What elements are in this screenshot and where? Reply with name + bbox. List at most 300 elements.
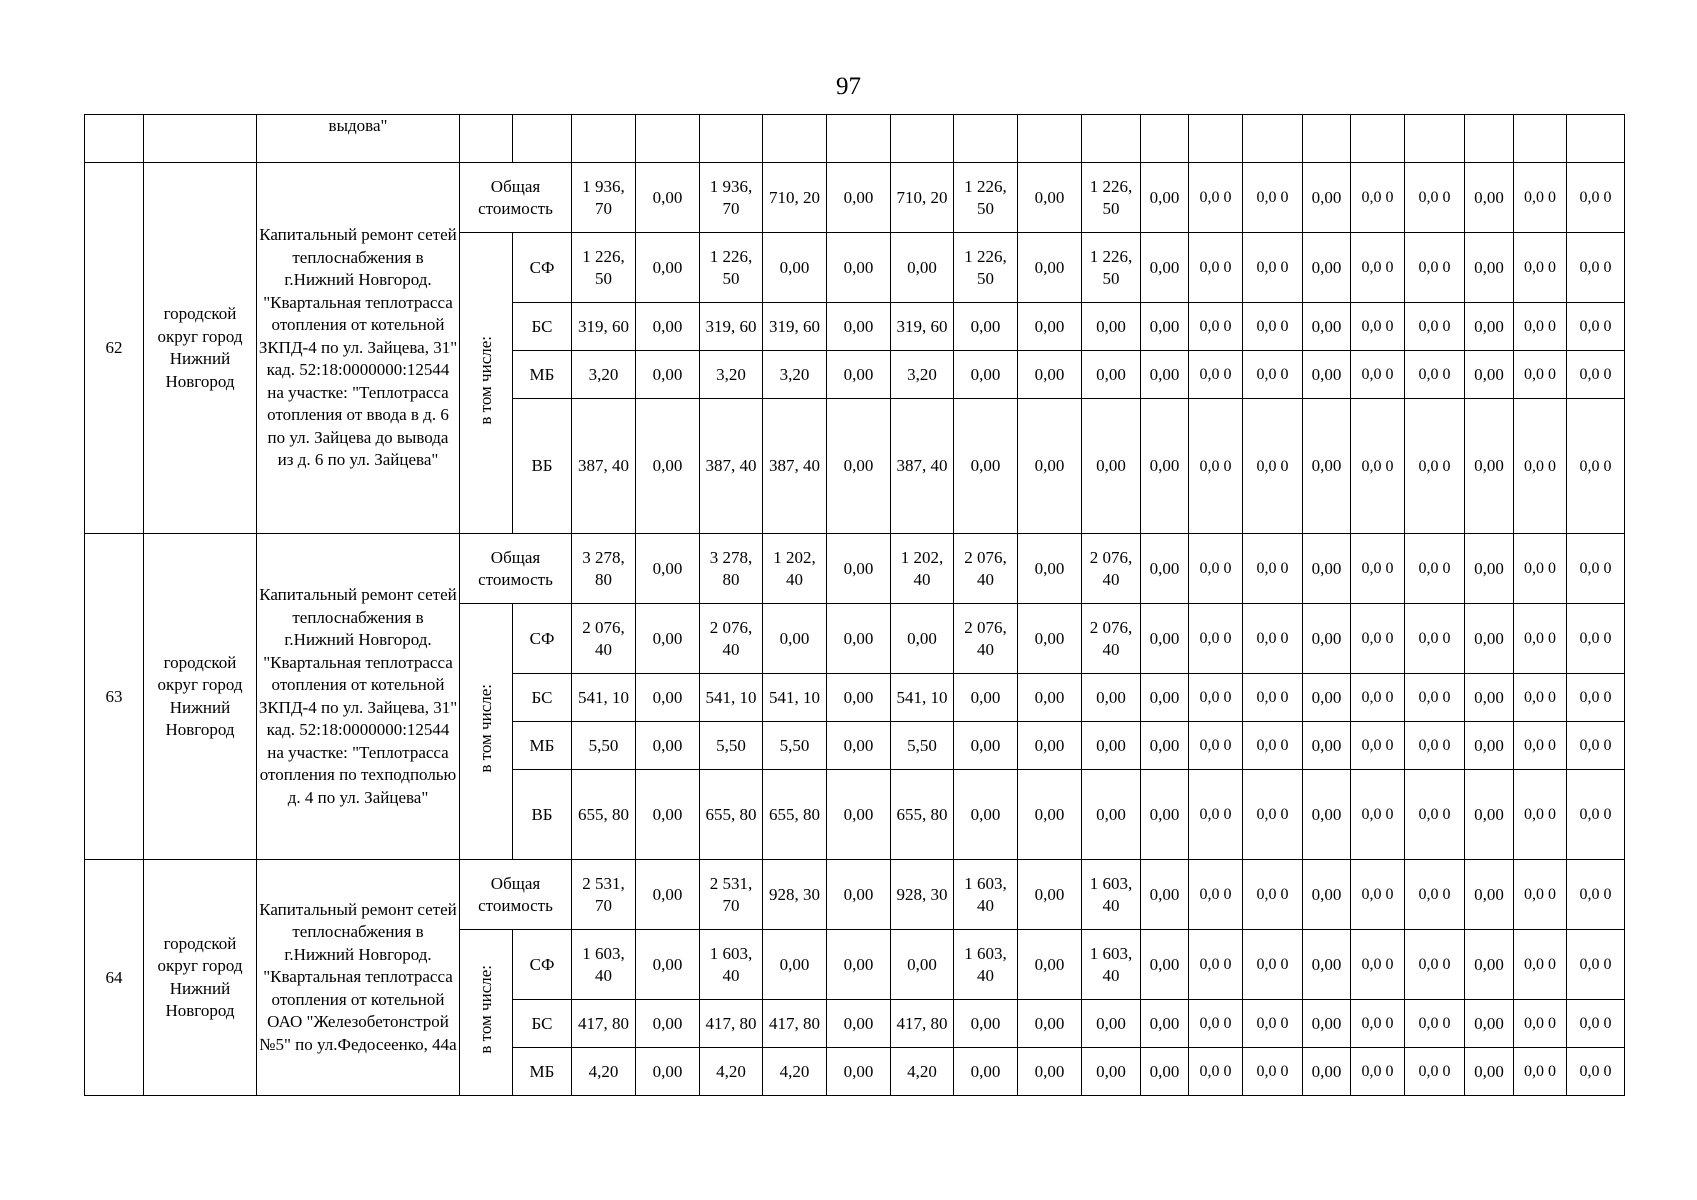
value-cell: 0,0 0 [1243, 534, 1303, 604]
value-cell: 0,0 0 [1567, 163, 1625, 233]
value-cell: 0,00 [1465, 534, 1514, 604]
value-cell: 0,00 [636, 163, 700, 233]
value-cell: 0,00 [1303, 770, 1351, 860]
value-cell: 387, 40 [572, 399, 636, 534]
value-cell: 0,0 0 [1405, 351, 1465, 399]
value-cell: 2 076, 40 [572, 604, 636, 674]
value-cell: 0,0 0 [1514, 1000, 1567, 1048]
source-label: ВБ [513, 770, 572, 860]
value-cell: 0,00 [1303, 233, 1351, 303]
value-cell: 0,00 [636, 604, 700, 674]
value-cell: 0,00 [1018, 303, 1082, 351]
value-cell: 0,00 [636, 930, 700, 1000]
value-cell: 0,0 0 [1351, 674, 1405, 722]
value-cell: 0,0 0 [1567, 351, 1625, 399]
value-cell: 0,00 [1303, 303, 1351, 351]
value-cell: 0,00 [1141, 233, 1189, 303]
value-cell: 1 936, 70 [572, 163, 636, 233]
value-cell: 0,0 0 [1243, 1048, 1303, 1096]
value-cell: 0,0 0 [1189, 534, 1243, 604]
value-cell: 0,0 0 [1351, 1000, 1405, 1048]
value-cell: 417, 80 [700, 1000, 763, 1048]
value-cell: 1 226, 50 [700, 233, 763, 303]
value-cell: 0,00 [636, 770, 700, 860]
value-cell: 2 076, 40 [954, 534, 1018, 604]
value-cell: 0,0 0 [1189, 770, 1243, 860]
value-cell: 0,00 [1018, 1000, 1082, 1048]
value-cell: 0,00 [1465, 1000, 1514, 1048]
value-cell: 3,20 [572, 351, 636, 399]
source-label: МБ [513, 722, 572, 770]
value-cell: 1 603, 40 [1082, 860, 1141, 930]
source-label: СФ [513, 930, 572, 1000]
value-cell: 0,00 [1018, 1048, 1082, 1096]
value-cell: 1 226, 50 [572, 233, 636, 303]
value-cell: 0,0 0 [1567, 860, 1625, 930]
value-cell: 387, 40 [891, 399, 954, 534]
value-cell: 0,0 0 [1189, 604, 1243, 674]
continuation-cell [827, 115, 891, 163]
value-cell: 0,0 0 [1351, 722, 1405, 770]
continuation-cell [1243, 115, 1303, 163]
value-cell: 0,00 [1018, 722, 1082, 770]
value-cell: 0,0 0 [1405, 233, 1465, 303]
value-cell: 0,00 [1018, 674, 1082, 722]
value-cell: 541, 10 [763, 674, 827, 722]
value-cell: 0,00 [891, 930, 954, 1000]
table-row [85, 534, 1625, 604]
value-cell: 1 603, 40 [700, 930, 763, 1000]
value-cell: 2 531, 70 [572, 860, 636, 930]
continuation-cell [700, 115, 763, 163]
value-cell: 0,00 [1018, 163, 1082, 233]
value-cell: 0,00 [1303, 1048, 1351, 1096]
value-cell: 0,00 [954, 770, 1018, 860]
value-cell: 0,00 [1465, 351, 1514, 399]
source-label: МБ [513, 351, 572, 399]
value-cell: 0,00 [1303, 351, 1351, 399]
value-cell: 0,00 [1465, 303, 1514, 351]
municipality: городской округ город Нижний Новгород [144, 860, 257, 1096]
value-cell: 0,00 [1018, 770, 1082, 860]
value-cell: 928, 30 [763, 860, 827, 930]
value-cell: 0,00 [1303, 604, 1351, 674]
value-cell: 0,0 0 [1243, 399, 1303, 534]
municipality: городской округ город Нижний Новгород [144, 534, 257, 860]
value-cell: 1 603, 40 [954, 930, 1018, 1000]
value-cell: 4,20 [763, 1048, 827, 1096]
value-cell: 0,00 [636, 233, 700, 303]
value-cell: 0,00 [1465, 860, 1514, 930]
value-cell: 0,0 0 [1567, 930, 1625, 1000]
value-cell: 0,00 [827, 770, 891, 860]
value-cell: 5,50 [572, 722, 636, 770]
value-cell: 0,0 0 [1189, 674, 1243, 722]
value-cell: 3,20 [763, 351, 827, 399]
value-cell: 0,0 0 [1351, 1048, 1405, 1096]
value-cell: 0,0 0 [1189, 399, 1243, 534]
value-cell: 0,00 [1018, 351, 1082, 399]
value-cell: 0,00 [636, 303, 700, 351]
value-cell: 1 226, 50 [1082, 233, 1141, 303]
value-cell: 4,20 [572, 1048, 636, 1096]
value-cell: 0,00 [1465, 1048, 1514, 1096]
value-cell: 0,00 [1082, 722, 1141, 770]
value-cell: 0,00 [827, 674, 891, 722]
project-number: 64 [85, 860, 144, 1096]
value-cell: 0,00 [1018, 233, 1082, 303]
value-cell: 1 936, 70 [700, 163, 763, 233]
value-cell: 0,0 0 [1514, 399, 1567, 534]
value-cell: 0,00 [827, 163, 891, 233]
source-label: СФ [513, 604, 572, 674]
project-description: Капитальный ремонт сетей теплоснабжения в г.Нижний Новгород. "Квартальная теплотрасса отопления от котельной ОАО "Железобетонстрой №5" по ул.Федосеенко, 44а [257, 860, 460, 1096]
value-cell: 0,00 [1303, 163, 1351, 233]
project-description: Капитальный ремонт сетей теплоснабжения в г.Нижний Новгород. "Квартальная теплотрасса отопления от котельной ЗКПД-4 по ул. Зайцева, 31" кад. 52:18:0000000:12544 на участке: "Теплотрасса отопления по техподполью д. 4 по ул. Зайцева" [257, 534, 460, 860]
value-cell: 319, 60 [891, 303, 954, 351]
value-cell: 5,50 [700, 722, 763, 770]
including-label [460, 930, 513, 1096]
value-cell: 0,00 [827, 351, 891, 399]
value-cell: 1 603, 40 [1082, 930, 1141, 1000]
value-cell: 655, 80 [700, 770, 763, 860]
value-cell: 0,00 [1465, 233, 1514, 303]
value-cell: 1 226, 50 [954, 163, 1018, 233]
value-cell: 0,0 0 [1405, 770, 1465, 860]
source-label: СФ [513, 233, 572, 303]
value-cell: 0,0 0 [1243, 233, 1303, 303]
value-cell: 0,0 0 [1405, 674, 1465, 722]
value-cell: 1 603, 40 [572, 930, 636, 1000]
value-cell: 0,00 [1018, 399, 1082, 534]
value-cell: 0,0 0 [1189, 930, 1243, 1000]
value-cell: 0,0 0 [1351, 534, 1405, 604]
value-cell: 0,00 [1303, 1000, 1351, 1048]
value-cell: 0,00 [827, 1048, 891, 1096]
value-cell: 0,0 0 [1405, 163, 1465, 233]
value-cell: 0,0 0 [1243, 674, 1303, 722]
value-cell: 0,00 [1141, 604, 1189, 674]
source-label: БС [513, 1000, 572, 1048]
value-cell: 0,00 [891, 604, 954, 674]
value-cell: 0,0 0 [1243, 163, 1303, 233]
value-cell: 0,0 0 [1567, 674, 1625, 722]
value-cell: 0,00 [1465, 770, 1514, 860]
value-cell: 0,00 [1082, 1048, 1141, 1096]
value-cell: 541, 10 [891, 674, 954, 722]
continuation-cell [1405, 115, 1465, 163]
project-number: 62 [85, 163, 144, 534]
value-cell: 0,0 0 [1567, 1048, 1625, 1096]
value-cell: 0,00 [954, 303, 1018, 351]
value-cell: 0,0 0 [1243, 860, 1303, 930]
value-cell: 0,0 0 [1243, 930, 1303, 1000]
value-cell: 0,0 0 [1351, 351, 1405, 399]
value-cell: 0,00 [1465, 604, 1514, 674]
value-cell: 0,00 [1018, 860, 1082, 930]
value-cell: 710, 20 [891, 163, 954, 233]
value-cell: 0,0 0 [1189, 303, 1243, 351]
value-cell: 0,00 [1303, 534, 1351, 604]
value-cell: 0,0 0 [1351, 930, 1405, 1000]
value-cell: 0,0 0 [1514, 351, 1567, 399]
continuation-cell [891, 115, 954, 163]
value-cell: 0,00 [954, 722, 1018, 770]
value-cell: 3 278, 80 [572, 534, 636, 604]
continuation-cell [1018, 115, 1082, 163]
value-cell: 0,00 [636, 534, 700, 604]
value-cell: 387, 40 [700, 399, 763, 534]
value-cell: 1 226, 50 [1082, 163, 1141, 233]
value-cell: 2 076, 40 [1082, 604, 1141, 674]
value-cell: 0,0 0 [1351, 860, 1405, 930]
value-cell: 3,20 [700, 351, 763, 399]
project-number: 63 [85, 534, 144, 860]
value-cell: 0,00 [636, 399, 700, 534]
value-cell: 3 278, 80 [700, 534, 763, 604]
value-cell: 0,00 [636, 722, 700, 770]
value-cell: 0,00 [827, 722, 891, 770]
value-cell: 0,0 0 [1567, 604, 1625, 674]
value-cell: 0,00 [827, 1000, 891, 1048]
value-cell: 2 076, 40 [700, 604, 763, 674]
value-cell: 0,00 [1082, 303, 1141, 351]
value-cell: 0,00 [1303, 399, 1351, 534]
value-cell: 1 202, 40 [891, 534, 954, 604]
value-cell: 0,0 0 [1514, 860, 1567, 930]
value-cell: 0,00 [1018, 534, 1082, 604]
value-cell: 0,0 0 [1514, 604, 1567, 674]
value-cell: 319, 60 [700, 303, 763, 351]
value-cell: 0,0 0 [1243, 351, 1303, 399]
value-cell: 0,00 [636, 860, 700, 930]
continuation-cell [1465, 115, 1514, 163]
value-cell: 0,0 0 [1351, 233, 1405, 303]
value-cell: 0,00 [1303, 860, 1351, 930]
value-cell: 0,0 0 [1243, 303, 1303, 351]
value-cell: 0,0 0 [1514, 674, 1567, 722]
value-cell: 0,0 0 [1567, 534, 1625, 604]
including-label [460, 233, 513, 534]
value-cell: 0,00 [1082, 1000, 1141, 1048]
continuation-cell [1567, 115, 1625, 163]
value-cell: 0,00 [763, 604, 827, 674]
value-cell: 0,0 0 [1243, 770, 1303, 860]
continuation-cell [636, 115, 700, 163]
value-cell: 0,0 0 [1567, 770, 1625, 860]
value-cell: 417, 80 [891, 1000, 954, 1048]
value-cell: 1 202, 40 [763, 534, 827, 604]
continuation-cell [1082, 115, 1141, 163]
value-cell: 0,00 [1141, 674, 1189, 722]
value-cell: 0,0 0 [1514, 722, 1567, 770]
municipality: городской округ город Нижний Новгород [144, 163, 257, 534]
value-cell: 1 226, 50 [954, 233, 1018, 303]
value-cell: 0,0 0 [1405, 930, 1465, 1000]
value-cell: 0,0 0 [1567, 1000, 1625, 1048]
value-cell: 0,00 [1082, 674, 1141, 722]
value-cell: 4,20 [891, 1048, 954, 1096]
value-cell: 0,0 0 [1405, 303, 1465, 351]
value-cell: 0,00 [1465, 399, 1514, 534]
value-cell: 0,00 [1141, 303, 1189, 351]
value-cell: 0,0 0 [1189, 860, 1243, 930]
value-cell: 0,00 [1018, 604, 1082, 674]
value-cell: 0,00 [954, 1048, 1018, 1096]
table-row [85, 163, 1625, 233]
value-cell: 0,00 [1303, 674, 1351, 722]
value-cell: 0,00 [1082, 399, 1141, 534]
value-cell: 0,0 0 [1189, 1048, 1243, 1096]
value-cell: 0,0 0 [1514, 770, 1567, 860]
including-text: в том числе: [476, 965, 495, 1054]
value-cell: 0,00 [891, 233, 954, 303]
total-cost-label: Общая стоимость [460, 860, 572, 930]
value-cell: 0,0 0 [1567, 399, 1625, 534]
total-cost-label: Общая стоимость [460, 163, 572, 233]
continuation-cell [954, 115, 1018, 163]
source-label: БС [513, 674, 572, 722]
continuation-cell [1141, 115, 1189, 163]
value-cell: 0,00 [1303, 722, 1351, 770]
value-cell: 0,00 [827, 604, 891, 674]
value-cell: 0,00 [954, 399, 1018, 534]
value-cell: 0,00 [1082, 351, 1141, 399]
value-cell: 0,0 0 [1405, 1000, 1465, 1048]
value-cell: 3,20 [891, 351, 954, 399]
value-cell: 2 076, 40 [1082, 534, 1141, 604]
value-cell: 0,0 0 [1405, 860, 1465, 930]
value-cell: 0,00 [827, 930, 891, 1000]
value-cell: 0,0 0 [1405, 399, 1465, 534]
financing-table [84, 114, 1625, 1096]
continuation-row [85, 115, 1625, 163]
continuation-cell [572, 115, 636, 163]
value-cell: 0,0 0 [1405, 722, 1465, 770]
value-cell: 0,0 0 [1189, 1000, 1243, 1048]
value-cell: 0,00 [954, 1000, 1018, 1048]
value-cell: 2 531, 70 [700, 860, 763, 930]
value-cell: 0,0 0 [1405, 534, 1465, 604]
value-cell: 0,00 [763, 930, 827, 1000]
value-cell: 0,0 0 [1351, 604, 1405, 674]
value-cell: 0,00 [636, 351, 700, 399]
value-cell: 0,0 0 [1567, 722, 1625, 770]
including-text: в том числе: [476, 335, 495, 425]
value-cell: 387, 40 [763, 399, 827, 534]
value-cell: 5,50 [763, 722, 827, 770]
value-cell: 541, 10 [572, 674, 636, 722]
value-cell: 710, 20 [763, 163, 827, 233]
value-cell: 0,0 0 [1351, 770, 1405, 860]
value-cell: 0,0 0 [1405, 604, 1465, 674]
value-cell: 0,0 0 [1514, 930, 1567, 1000]
value-cell: 0,0 0 [1405, 1048, 1465, 1096]
value-cell: 0,00 [1303, 930, 1351, 1000]
project-description: Капитальный ремонт сетей теплоснабжения в г.Нижний Новгород. "Квартальная теплотрасса отопления от котельной ЗКПД-4 по ул. Зайцева, 31" кад. 52:18:0000000:12544 на участке: "Теплотрасса отопления от ввода в д. 6 по ул. Зайцева до вывода из д. 6 по ул. Зайцева" [257, 163, 460, 534]
continuation-cell [513, 115, 572, 163]
value-cell: 0,00 [1141, 722, 1189, 770]
value-cell: 0,0 0 [1514, 303, 1567, 351]
value-cell: 0,00 [827, 399, 891, 534]
value-cell: 319, 60 [572, 303, 636, 351]
including-label [460, 604, 513, 860]
value-cell: 0,00 [636, 1048, 700, 1096]
continuation-cell [1189, 115, 1243, 163]
continuation-cell [1514, 115, 1567, 163]
value-cell: 0,00 [1141, 1048, 1189, 1096]
including-text: в том числе: [476, 684, 495, 773]
value-cell: 0,00 [827, 860, 891, 930]
value-cell: 0,00 [763, 233, 827, 303]
value-cell: 0,0 0 [1351, 303, 1405, 351]
value-cell: 0,00 [954, 674, 1018, 722]
value-cell: 0,00 [1141, 351, 1189, 399]
value-cell: 655, 80 [891, 770, 954, 860]
continuation-cell [763, 115, 827, 163]
value-cell: 0,0 0 [1189, 351, 1243, 399]
value-cell: 1 603, 40 [954, 860, 1018, 930]
value-cell: 0,0 0 [1189, 722, 1243, 770]
value-cell: 655, 80 [763, 770, 827, 860]
value-cell: 319, 60 [763, 303, 827, 351]
value-cell: 417, 80 [763, 1000, 827, 1048]
continuation-cell [85, 115, 144, 163]
value-cell: 0,00 [1141, 930, 1189, 1000]
value-cell: 0,00 [1141, 399, 1189, 534]
value-cell: 0,0 0 [1243, 604, 1303, 674]
value-cell: 0,0 0 [1189, 163, 1243, 233]
page-number: 97 [836, 73, 861, 100]
value-cell: 0,00 [1465, 163, 1514, 233]
source-label: ВБ [513, 399, 572, 534]
value-cell: 655, 80 [572, 770, 636, 860]
value-cell: 5,50 [891, 722, 954, 770]
value-cell: 0,0 0 [1351, 399, 1405, 534]
value-cell: 0,00 [1141, 163, 1189, 233]
value-cell: 0,0 0 [1243, 1000, 1303, 1048]
value-cell: 928, 30 [891, 860, 954, 930]
value-cell: 0,0 0 [1243, 722, 1303, 770]
value-cell: 0,0 0 [1514, 1048, 1567, 1096]
value-cell: 0,0 0 [1514, 534, 1567, 604]
value-cell: 0,0 0 [1514, 163, 1567, 233]
total-cost-label: Общая стоимость [460, 534, 572, 604]
value-cell: 0,00 [954, 351, 1018, 399]
value-cell: 0,00 [636, 1000, 700, 1048]
value-cell: 0,0 0 [1189, 233, 1243, 303]
value-cell: 417, 80 [572, 1000, 636, 1048]
continuation-cell [144, 115, 257, 163]
continuation-cell [460, 115, 513, 163]
value-cell: 0,00 [1141, 1000, 1189, 1048]
value-cell: 0,0 0 [1351, 163, 1405, 233]
value-cell: 0,00 [1465, 930, 1514, 1000]
source-label: МБ [513, 1048, 572, 1096]
value-cell: 0,00 [1082, 770, 1141, 860]
table-row [85, 860, 1625, 930]
value-cell: 0,0 0 [1567, 303, 1625, 351]
value-cell: 0,00 [1018, 930, 1082, 1000]
continuation-cell [1351, 115, 1405, 163]
value-cell: 0,00 [1141, 534, 1189, 604]
value-cell: 4,20 [700, 1048, 763, 1096]
value-cell: 2 076, 40 [954, 604, 1018, 674]
source-label: БС [513, 303, 572, 351]
value-cell: 0,00 [827, 534, 891, 604]
value-cell: 0,00 [827, 303, 891, 351]
value-cell: 0,00 [1141, 860, 1189, 930]
